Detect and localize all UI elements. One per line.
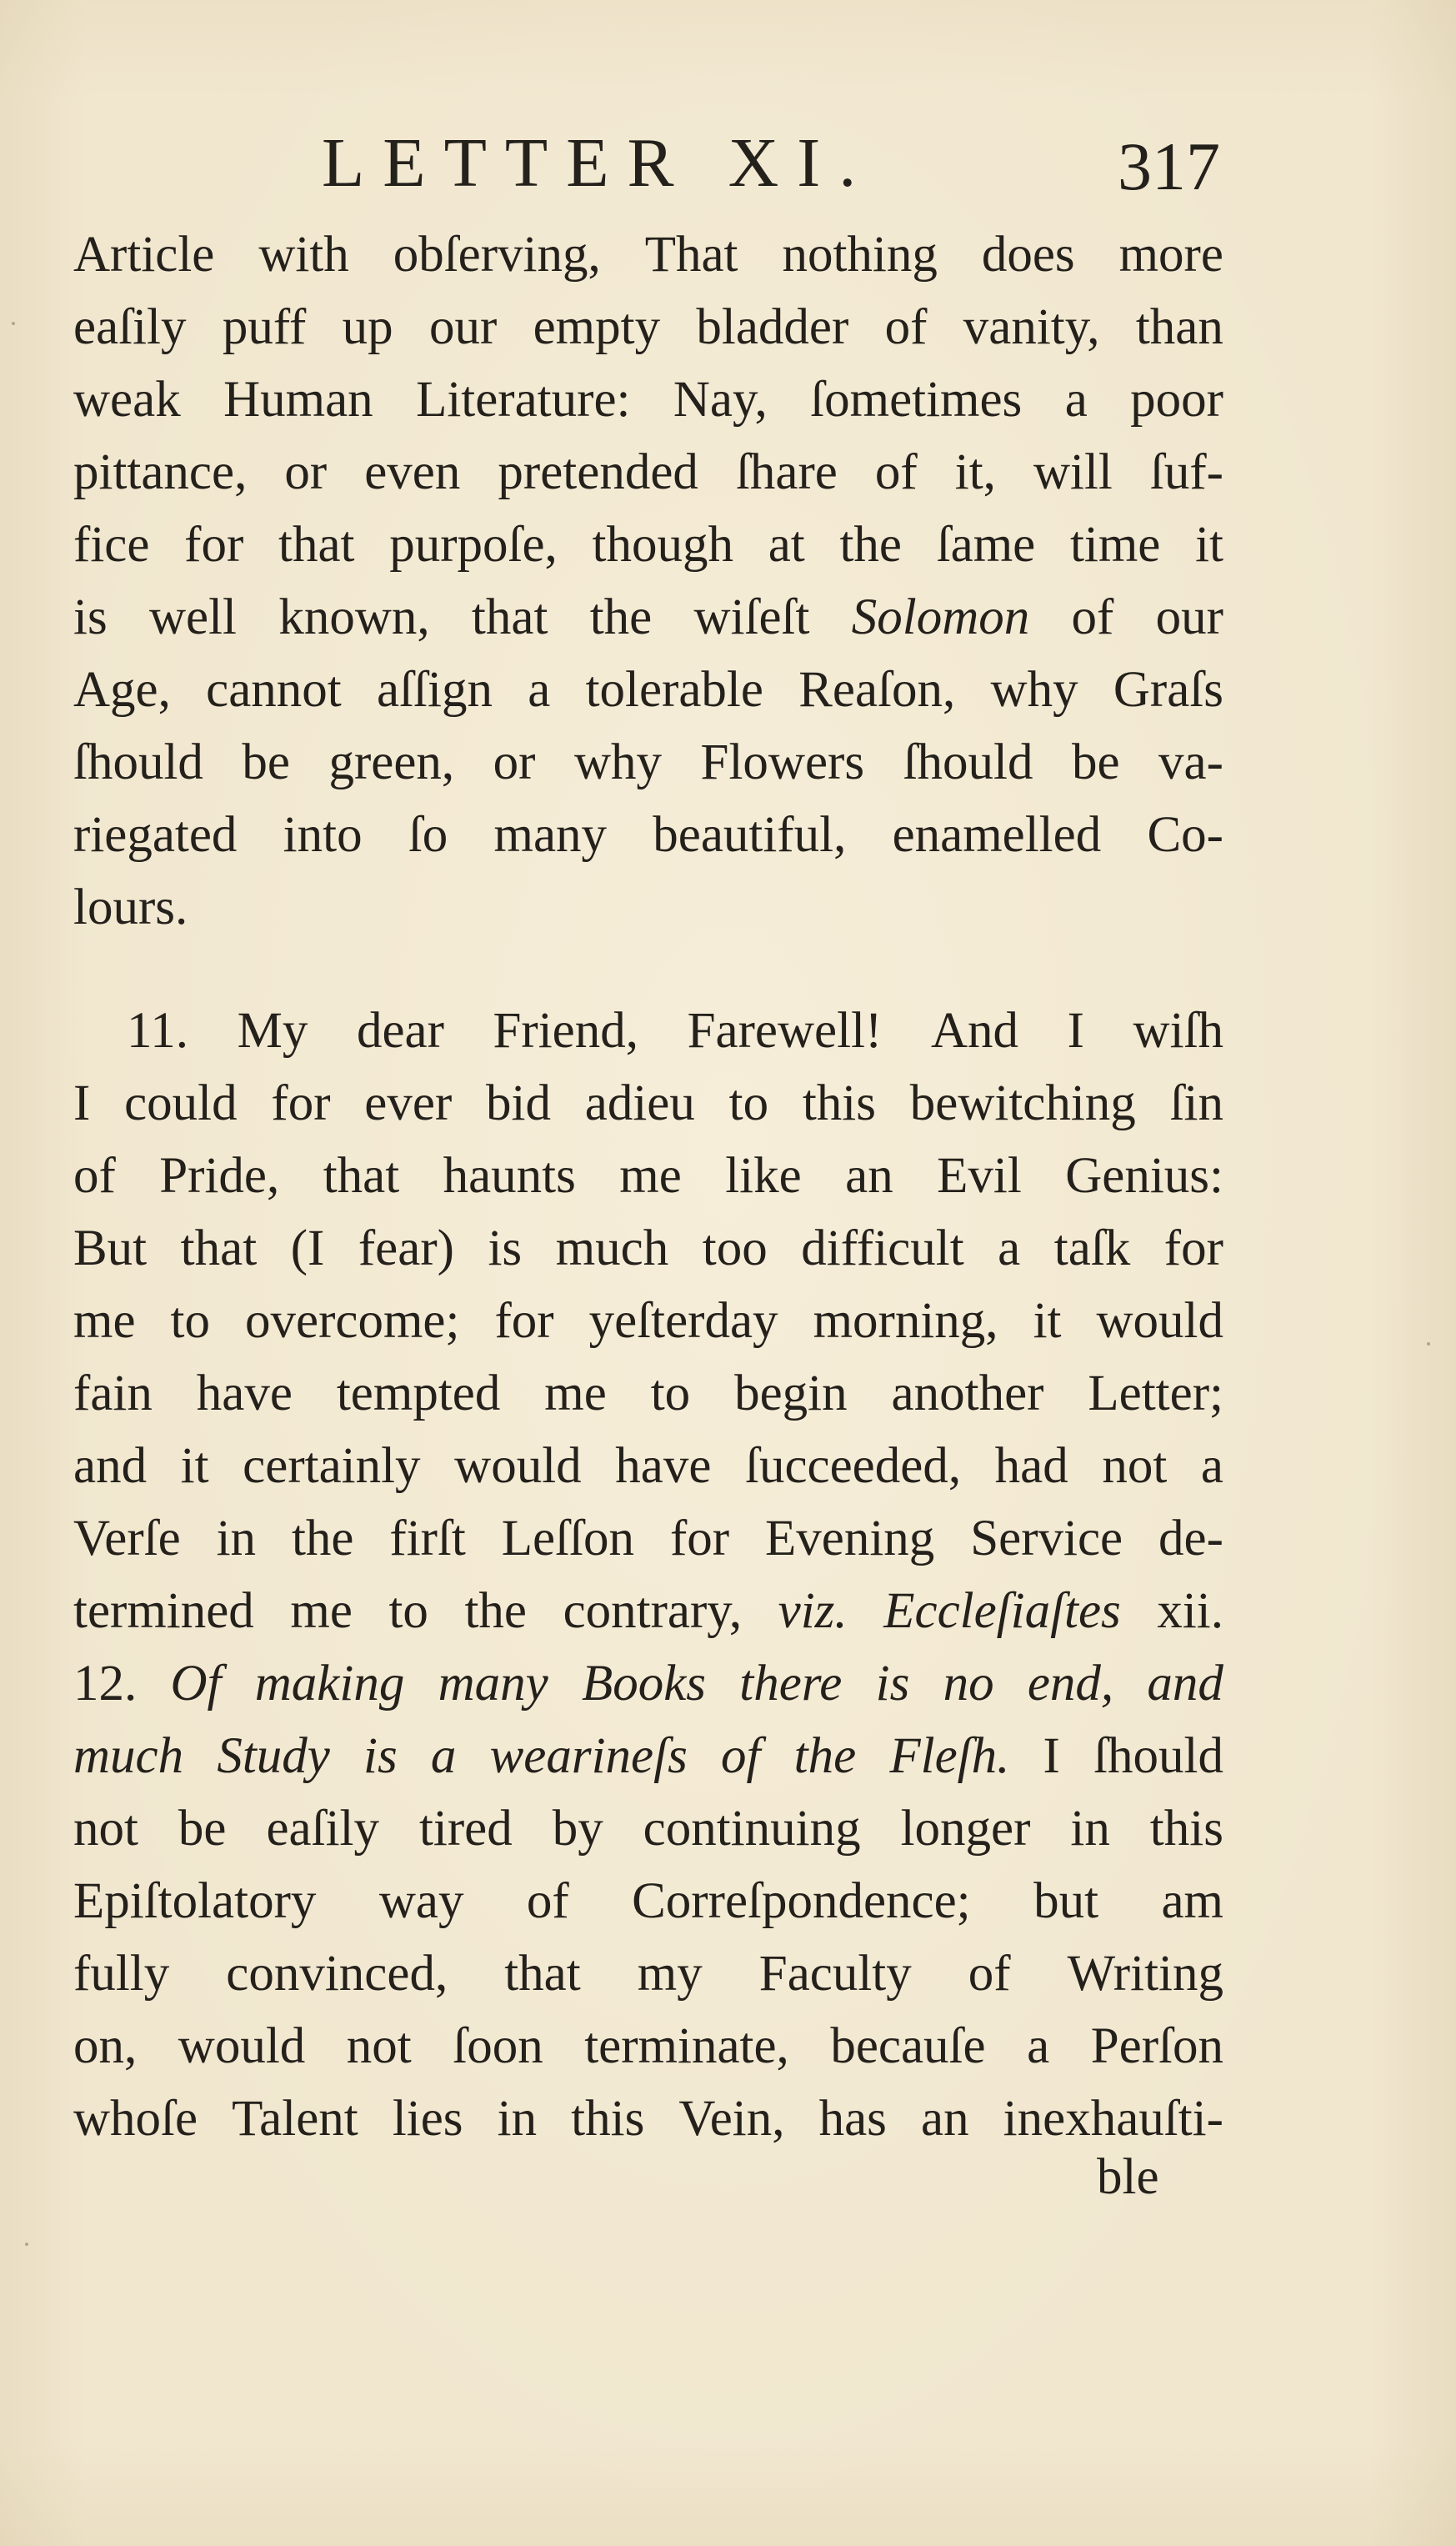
word: me — [73, 1293, 136, 1349]
word: becauſe — [830, 2018, 986, 2074]
word: be — [242, 734, 290, 790]
word: an — [921, 2091, 969, 2147]
word: wiſh — [1133, 1003, 1223, 1059]
word: that — [278, 517, 355, 573]
word: Friend, — [493, 1003, 639, 1059]
word: I — [1043, 1728, 1060, 1784]
running-header: LETTER XI. — [322, 124, 875, 202]
text-line — [73, 654, 1223, 726]
word: for — [494, 1293, 554, 1349]
word: obſerving, — [393, 227, 601, 283]
word: purpoſe, — [389, 517, 558, 573]
word: it, — [954, 444, 996, 500]
word: well — [148, 589, 238, 645]
word: xii. — [1157, 1583, 1223, 1639]
word: me — [619, 1148, 682, 1204]
word: Eccleſiaſtes — [883, 1583, 1121, 1639]
text-line — [73, 1647, 1223, 1720]
word: will — [1033, 444, 1113, 500]
word: of — [884, 299, 928, 355]
word: Fleſh. — [889, 1728, 1010, 1784]
text-line — [73, 436, 1223, 509]
word: beautiful, — [653, 807, 847, 863]
word: cannot — [206, 662, 342, 718]
word: not — [73, 1801, 138, 1857]
word: had — [994, 1438, 1068, 1494]
word: be — [178, 1801, 227, 1857]
word: the — [589, 589, 653, 645]
word: bladder — [696, 299, 849, 355]
text-line — [73, 2010, 1223, 2082]
word: My — [237, 1003, 308, 1059]
text-line — [73, 218, 1223, 291]
word: is — [363, 1728, 398, 1784]
word: to — [170, 1293, 210, 1349]
text-line — [73, 995, 1223, 1067]
word: I — [73, 1075, 91, 1131]
word: there — [739, 1656, 843, 1712]
word: ſometimes — [810, 372, 1023, 428]
word: pittance, — [73, 444, 248, 500]
word: Study — [217, 1728, 330, 1784]
word: me — [290, 1583, 353, 1639]
word: by — [552, 1801, 603, 1857]
word: eaſily — [73, 299, 187, 355]
word: on, — [73, 2018, 138, 2074]
word: certainly — [243, 1438, 421, 1494]
text-line — [73, 871, 1223, 944]
word: of — [721, 1728, 761, 1784]
word: whoſe — [73, 2091, 198, 2147]
text-line — [73, 1285, 1223, 1357]
text-line — [73, 363, 1223, 436]
word: Evening — [764, 1511, 935, 1566]
word: wearineſs — [489, 1728, 688, 1784]
text-line — [73, 1575, 1223, 1647]
word: 12. — [73, 1656, 138, 1712]
word: the — [464, 1583, 528, 1639]
word: does — [981, 227, 1075, 283]
word: too — [702, 1220, 768, 1276]
word: of — [1071, 589, 1114, 645]
word: would — [1096, 1293, 1223, 1349]
word: termined — [73, 1583, 254, 1639]
word: Solomon — [851, 589, 1030, 645]
word: firſt — [389, 1511, 466, 1566]
word: for — [1163, 1220, 1223, 1276]
word: Flowers — [700, 734, 865, 790]
text-line — [73, 1357, 1223, 1430]
word: with — [258, 227, 349, 283]
word: a — [1027, 2018, 1050, 2074]
word: fear) — [358, 1220, 454, 1276]
word: weak — [73, 372, 181, 428]
word: Leſſon — [501, 1511, 635, 1566]
word: Evil — [937, 1148, 1022, 1204]
word: But — [73, 1220, 148, 1276]
word: Genius: — [1065, 1148, 1223, 1204]
word: though — [592, 517, 733, 573]
text-line — [73, 1430, 1223, 1502]
word: Talent — [232, 2091, 358, 2147]
word: have — [615, 1438, 712, 1494]
word: or — [284, 444, 328, 500]
word: (I — [290, 1220, 325, 1276]
word: poor — [1130, 372, 1223, 428]
word: Article — [73, 227, 215, 283]
word: adieu — [584, 1075, 695, 1131]
word: viz. — [778, 1583, 848, 1639]
word: ſhould — [903, 734, 1033, 790]
word: continuing — [643, 1801, 861, 1857]
word: into — [283, 807, 363, 863]
word: known, — [278, 589, 430, 645]
word: me — [544, 1366, 607, 1421]
word: Correſpondence; — [632, 1873, 971, 1929]
word: another — [891, 1366, 1044, 1421]
word: a — [998, 1220, 1021, 1276]
word: many — [493, 807, 608, 863]
word: Literature: — [416, 372, 631, 428]
word: much — [555, 1220, 669, 1276]
text-line — [73, 1502, 1223, 1575]
word: am — [1161, 1873, 1223, 1929]
word: Co- — [1147, 807, 1223, 863]
word: in — [1070, 1801, 1110, 1857]
word: has — [818, 2091, 887, 2147]
word: ſin — [1169, 1075, 1223, 1131]
word: Farewell! — [687, 1003, 883, 1059]
word: bid — [486, 1075, 551, 1131]
word: that — [323, 1148, 400, 1204]
word: Nay, — [673, 372, 768, 428]
text-line — [73, 1865, 1223, 1937]
word: even — [364, 444, 461, 500]
word: Pride, — [159, 1148, 280, 1204]
word: Writing — [1067, 1946, 1223, 2002]
word: Letter; — [1088, 1366, 1223, 1421]
word: an — [845, 1148, 893, 1204]
word: ſhould — [1093, 1728, 1223, 1784]
word: overcome; — [245, 1293, 460, 1349]
word: much — [73, 1728, 184, 1784]
word: could — [124, 1075, 238, 1131]
word: the — [839, 517, 902, 573]
word: a — [430, 1728, 457, 1784]
word: ever — [364, 1075, 453, 1131]
word: many — [438, 1656, 548, 1712]
word: ſucceeded, — [745, 1438, 962, 1494]
text-line — [73, 799, 1223, 871]
word: longer — [900, 1801, 1031, 1857]
word: That — [644, 227, 738, 283]
word: it — [180, 1438, 209, 1494]
text-line — [73, 509, 1223, 581]
word: not — [346, 2018, 412, 2074]
word: 11. — [127, 1003, 188, 1059]
word: for — [184, 517, 244, 573]
word: to — [388, 1583, 428, 1639]
word: ſhare — [735, 444, 838, 500]
word: this — [571, 2091, 645, 2147]
word: tempted — [336, 1366, 501, 1421]
word: for — [271, 1075, 331, 1131]
paper-speck — [1427, 1342, 1430, 1346]
word: puff — [222, 299, 307, 355]
word: tolerable — [585, 662, 763, 718]
word: fully — [73, 1946, 170, 2002]
word: convinced, — [226, 1946, 448, 2002]
word: time — [1069, 517, 1161, 573]
word: end, — [1027, 1656, 1114, 1712]
word: to — [650, 1366, 691, 1421]
word: it — [1195, 517, 1223, 573]
word: and — [1147, 1656, 1223, 1712]
word: like — [725, 1148, 802, 1204]
word: aſſign — [377, 662, 493, 718]
word: is — [488, 1220, 523, 1276]
word: that — [471, 589, 548, 645]
word: vanity, — [963, 299, 1100, 355]
word: eaſily — [266, 1801, 379, 1857]
text-line — [73, 1140, 1223, 1212]
word: and — [73, 1438, 148, 1494]
word: have — [196, 1366, 293, 1421]
word: a — [1200, 1438, 1223, 1494]
word: Perſon — [1090, 2018, 1223, 2074]
word: than — [1135, 299, 1223, 355]
word: Human — [223, 372, 373, 428]
word: my — [637, 1946, 703, 2002]
word: Vein, — [678, 2091, 785, 2147]
word: ſuf- — [1149, 444, 1223, 500]
word: ſoon — [453, 2018, 543, 2074]
word: of — [968, 1946, 1011, 2002]
word: in — [216, 1511, 257, 1566]
word: taſk — [1053, 1220, 1131, 1276]
word: our — [1155, 589, 1223, 645]
word: Epiſtolatory — [73, 1873, 317, 1929]
text-line — [73, 2082, 1223, 2155]
text-line — [73, 726, 1223, 799]
word: no — [943, 1656, 994, 1712]
text-line — [73, 1067, 1223, 1140]
text-line — [73, 1937, 1223, 2010]
word: empty — [533, 299, 661, 355]
word: why — [990, 662, 1078, 718]
word: for — [669, 1511, 730, 1566]
word: dear — [356, 1003, 444, 1059]
word: a — [528, 662, 551, 718]
word: begin — [734, 1366, 848, 1421]
word: haunts — [443, 1148, 576, 1204]
word: not — [1102, 1438, 1168, 1494]
paragraph-2 — [73, 995, 1223, 2155]
word: why — [573, 734, 663, 790]
word: lours. — [73, 880, 188, 935]
word: lies — [392, 2091, 463, 2147]
text-line — [73, 1720, 1223, 1792]
page-number: 317 — [1118, 128, 1220, 204]
text-line — [73, 581, 1223, 654]
text-line — [73, 1792, 1223, 1865]
word: this — [802, 1075, 876, 1131]
word: I — [1067, 1003, 1084, 1059]
word: in — [497, 2091, 538, 2147]
word: Age, — [73, 662, 171, 718]
word: of — [526, 1873, 569, 1929]
word: difficult — [801, 1220, 964, 1276]
word: way — [378, 1873, 464, 1929]
word: Faculty — [758, 1946, 912, 2002]
word: but — [1033, 1873, 1099, 1929]
word: it — [1033, 1293, 1062, 1349]
word: Graſs — [1113, 662, 1223, 718]
word: up — [342, 299, 393, 355]
word: is — [73, 589, 108, 645]
word: at — [768, 517, 805, 573]
word: more — [1118, 227, 1223, 283]
word: of — [73, 1148, 116, 1204]
word: nothing — [782, 227, 938, 283]
word: would — [454, 1438, 582, 1494]
word: of — [874, 444, 918, 500]
word: Verſe — [73, 1511, 181, 1566]
word: fain — [73, 1366, 153, 1421]
word: Books — [581, 1656, 707, 1712]
word: Service — [970, 1511, 1123, 1566]
word: green, — [328, 734, 455, 790]
text-line — [73, 291, 1223, 363]
word: making — [254, 1656, 405, 1712]
word: ſhould — [73, 734, 203, 790]
word: this — [1149, 1801, 1223, 1857]
word: tired — [418, 1801, 513, 1857]
word: to — [728, 1075, 769, 1131]
word: ſame — [936, 517, 1036, 573]
paragraph-1 — [73, 218, 1223, 944]
word: ſo — [408, 807, 448, 863]
word: va- — [1158, 734, 1223, 790]
catchword: ble — [1097, 2149, 1159, 2205]
word: Reaſon, — [798, 662, 956, 718]
word: de- — [1158, 1511, 1223, 1566]
word: And — [930, 1003, 1018, 1059]
word: fice — [73, 517, 150, 573]
word: enamelled — [892, 807, 1102, 863]
word: Of — [170, 1656, 222, 1712]
paper-speck — [25, 2243, 28, 2246]
word: would — [178, 2018, 306, 2074]
word: terminate, — [584, 2018, 789, 2074]
word: be — [1071, 734, 1120, 790]
word: riegated — [73, 807, 238, 863]
word: pretended — [498, 444, 698, 500]
text-line — [73, 1212, 1223, 1285]
word: yeſterday — [588, 1293, 778, 1349]
word: is — [875, 1656, 910, 1712]
paper-speck — [12, 322, 15, 325]
word: the — [291, 1511, 354, 1566]
word: morning, — [813, 1293, 998, 1349]
word: inexhauſti- — [1003, 2091, 1223, 2147]
word: a — [1064, 372, 1088, 428]
word: the — [793, 1728, 857, 1784]
word: contrary, — [563, 1583, 743, 1639]
word: our — [428, 299, 498, 355]
word: that — [504, 1946, 581, 2002]
word: wiſeſt — [693, 589, 810, 645]
word: bewitching — [909, 1075, 1136, 1131]
word: that — [180, 1220, 258, 1276]
word: or — [493, 734, 536, 790]
